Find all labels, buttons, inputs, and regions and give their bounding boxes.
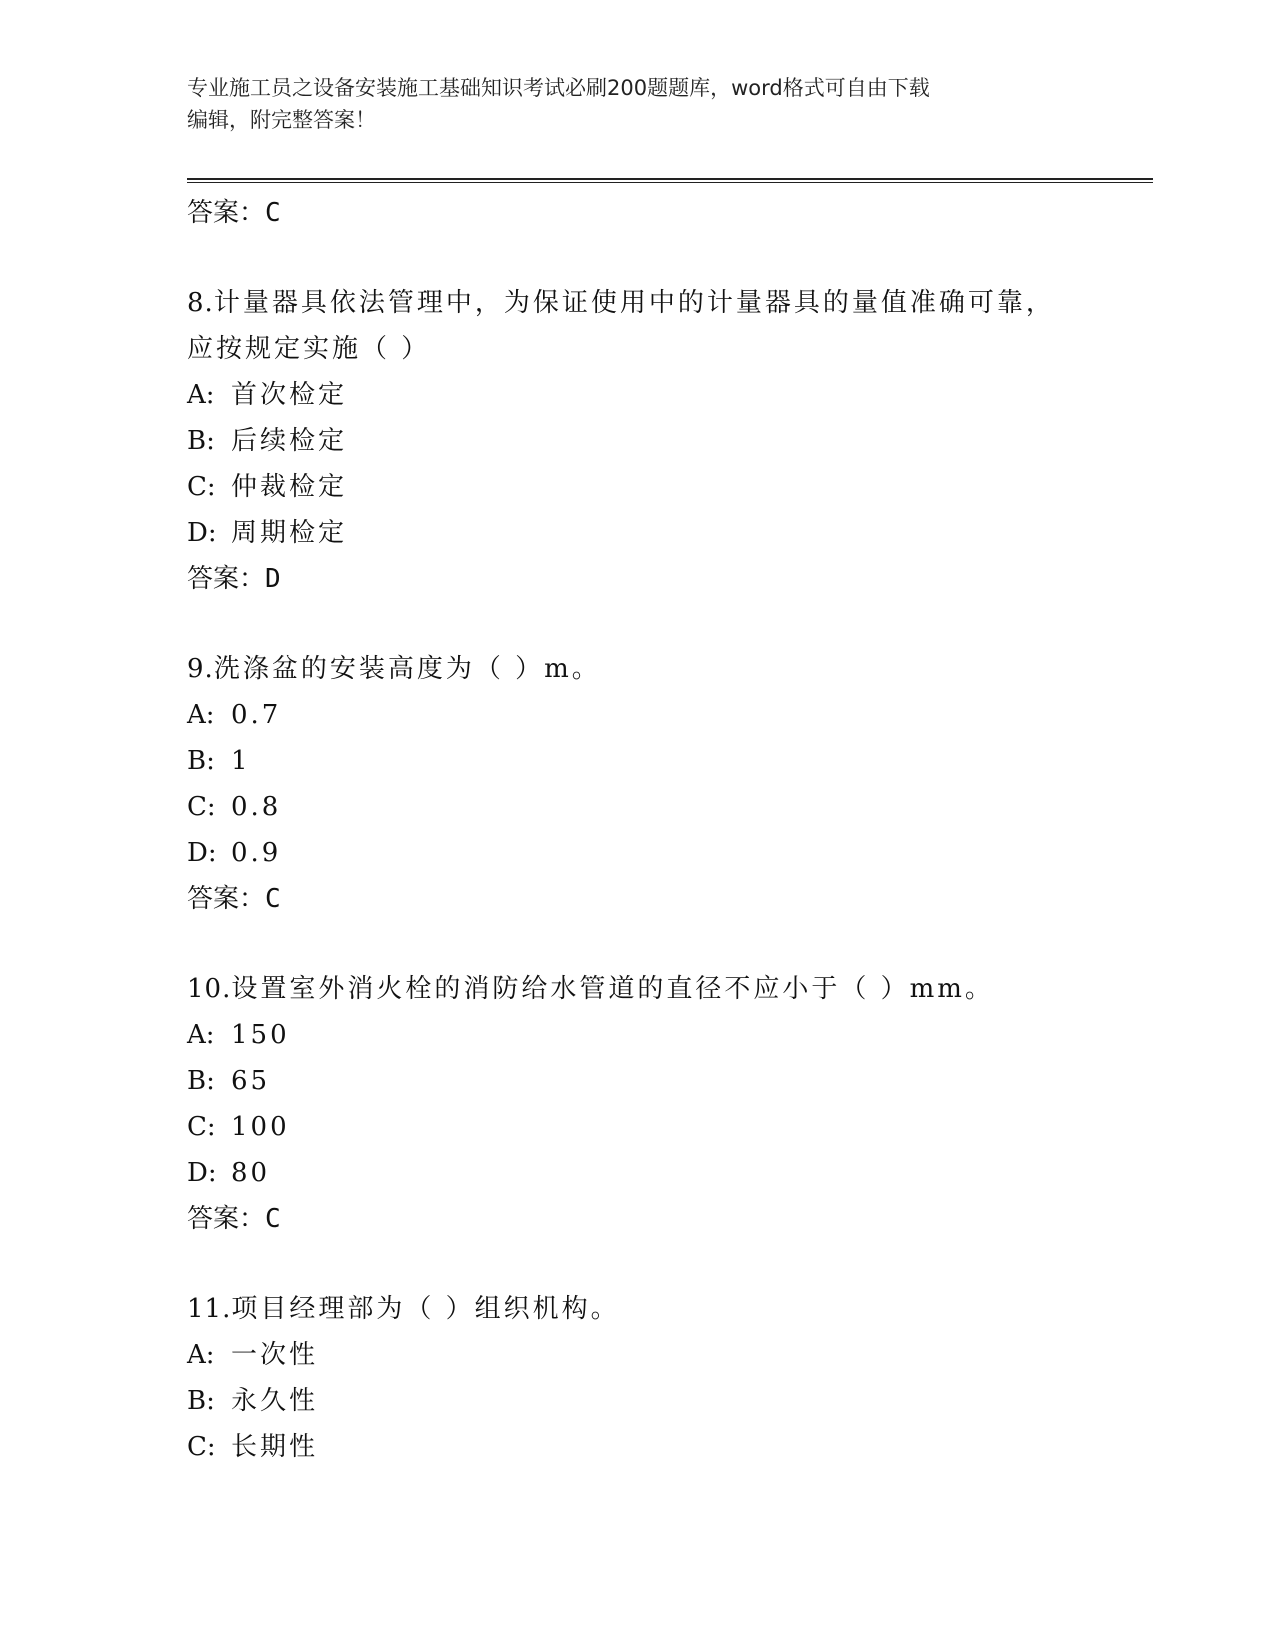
answer-line: 答案：C	[187, 884, 281, 914]
option-letter: B:	[187, 1386, 215, 1416]
question-number: 11.	[187, 1294, 232, 1324]
option-text: 首次检定	[231, 380, 348, 410]
option-c	[187, 1104, 1153, 1150]
option-text: 80	[231, 1158, 271, 1188]
option-letter: B:	[187, 746, 215, 776]
option-text: 后续检定	[231, 426, 348, 456]
option-letter: D:	[187, 838, 217, 868]
question-block	[187, 966, 1153, 1242]
option-a	[187, 372, 1153, 418]
option-text: 150	[231, 1020, 290, 1050]
option-d	[187, 510, 1153, 556]
header-line-2: 编辑，附完整答案！	[187, 108, 376, 132]
option-a	[187, 1012, 1153, 1058]
option-b	[187, 738, 1153, 784]
option-letter: A:	[187, 1020, 215, 1050]
question-stem	[187, 280, 1153, 326]
option-b	[187, 1378, 1153, 1424]
question-stem	[187, 966, 1153, 1012]
option-letter: A:	[187, 380, 215, 410]
question-text-continued: 应按规定实施（ ）	[187, 334, 431, 364]
question-number: 10.	[187, 974, 232, 1004]
header-divider	[187, 178, 1153, 183]
question-block	[187, 1286, 1153, 1470]
question-block	[187, 280, 1153, 602]
option-letter: D:	[187, 1158, 217, 1188]
option-letter: C:	[187, 1112, 216, 1142]
option-letter: B:	[187, 1066, 215, 1096]
option-text: 1	[231, 746, 251, 776]
option-letter: A:	[187, 700, 215, 730]
question-block	[187, 646, 1153, 922]
option-d	[187, 830, 1153, 876]
option-letter: C:	[187, 472, 216, 502]
option-a	[187, 692, 1153, 738]
question-stem	[187, 1286, 1153, 1332]
answer-line: 答案：C	[187, 198, 281, 228]
option-b	[187, 418, 1153, 464]
header-line-1: 专业施工员之设备安装施工基础知识考试必刷200题题库，word格式可自由下载	[187, 76, 930, 100]
option-letter: D:	[187, 518, 217, 548]
option-a	[187, 1332, 1153, 1378]
option-text: 0.7	[231, 700, 282, 730]
option-letter: A:	[187, 1340, 215, 1370]
option-c	[187, 464, 1153, 510]
option-text: 一次性	[231, 1340, 319, 1370]
document-body	[187, 190, 1153, 1470]
option-c	[187, 1424, 1153, 1470]
answer-line: 答案：C	[187, 1204, 281, 1234]
question-number: 8.	[187, 288, 214, 318]
option-letter: C:	[187, 1432, 216, 1462]
question-stem	[187, 646, 1153, 692]
answer-line: 答案：D	[187, 564, 281, 594]
question-text: 计量器具依法管理中，为保证使用中的计量器具的量值准确可靠，	[213, 288, 1055, 318]
option-text: 100	[231, 1112, 290, 1142]
option-text: 0.9	[231, 838, 282, 868]
question-number: 9.	[187, 654, 214, 684]
option-text: 0.8	[231, 792, 282, 822]
option-b	[187, 1058, 1153, 1104]
option-text: 永久性	[231, 1386, 319, 1416]
option-d	[187, 1150, 1153, 1196]
page-header	[187, 72, 1067, 136]
option-text: 周期检定	[231, 518, 348, 548]
option-c	[187, 784, 1153, 830]
option-letter: C:	[187, 792, 216, 822]
option-text: 65	[231, 1066, 271, 1096]
question-text: 设置室外消火栓的消防给水管道的直径不应小于（ ）mm。	[231, 974, 994, 1004]
option-letter: B:	[187, 426, 215, 456]
option-text: 长期性	[231, 1432, 319, 1462]
option-text: 仲裁检定	[231, 472, 348, 502]
question-text: 洗涤盆的安装高度为（ ）m。	[213, 654, 601, 684]
question-text: 项目经理部为（ ）组织机构。	[231, 1294, 620, 1324]
